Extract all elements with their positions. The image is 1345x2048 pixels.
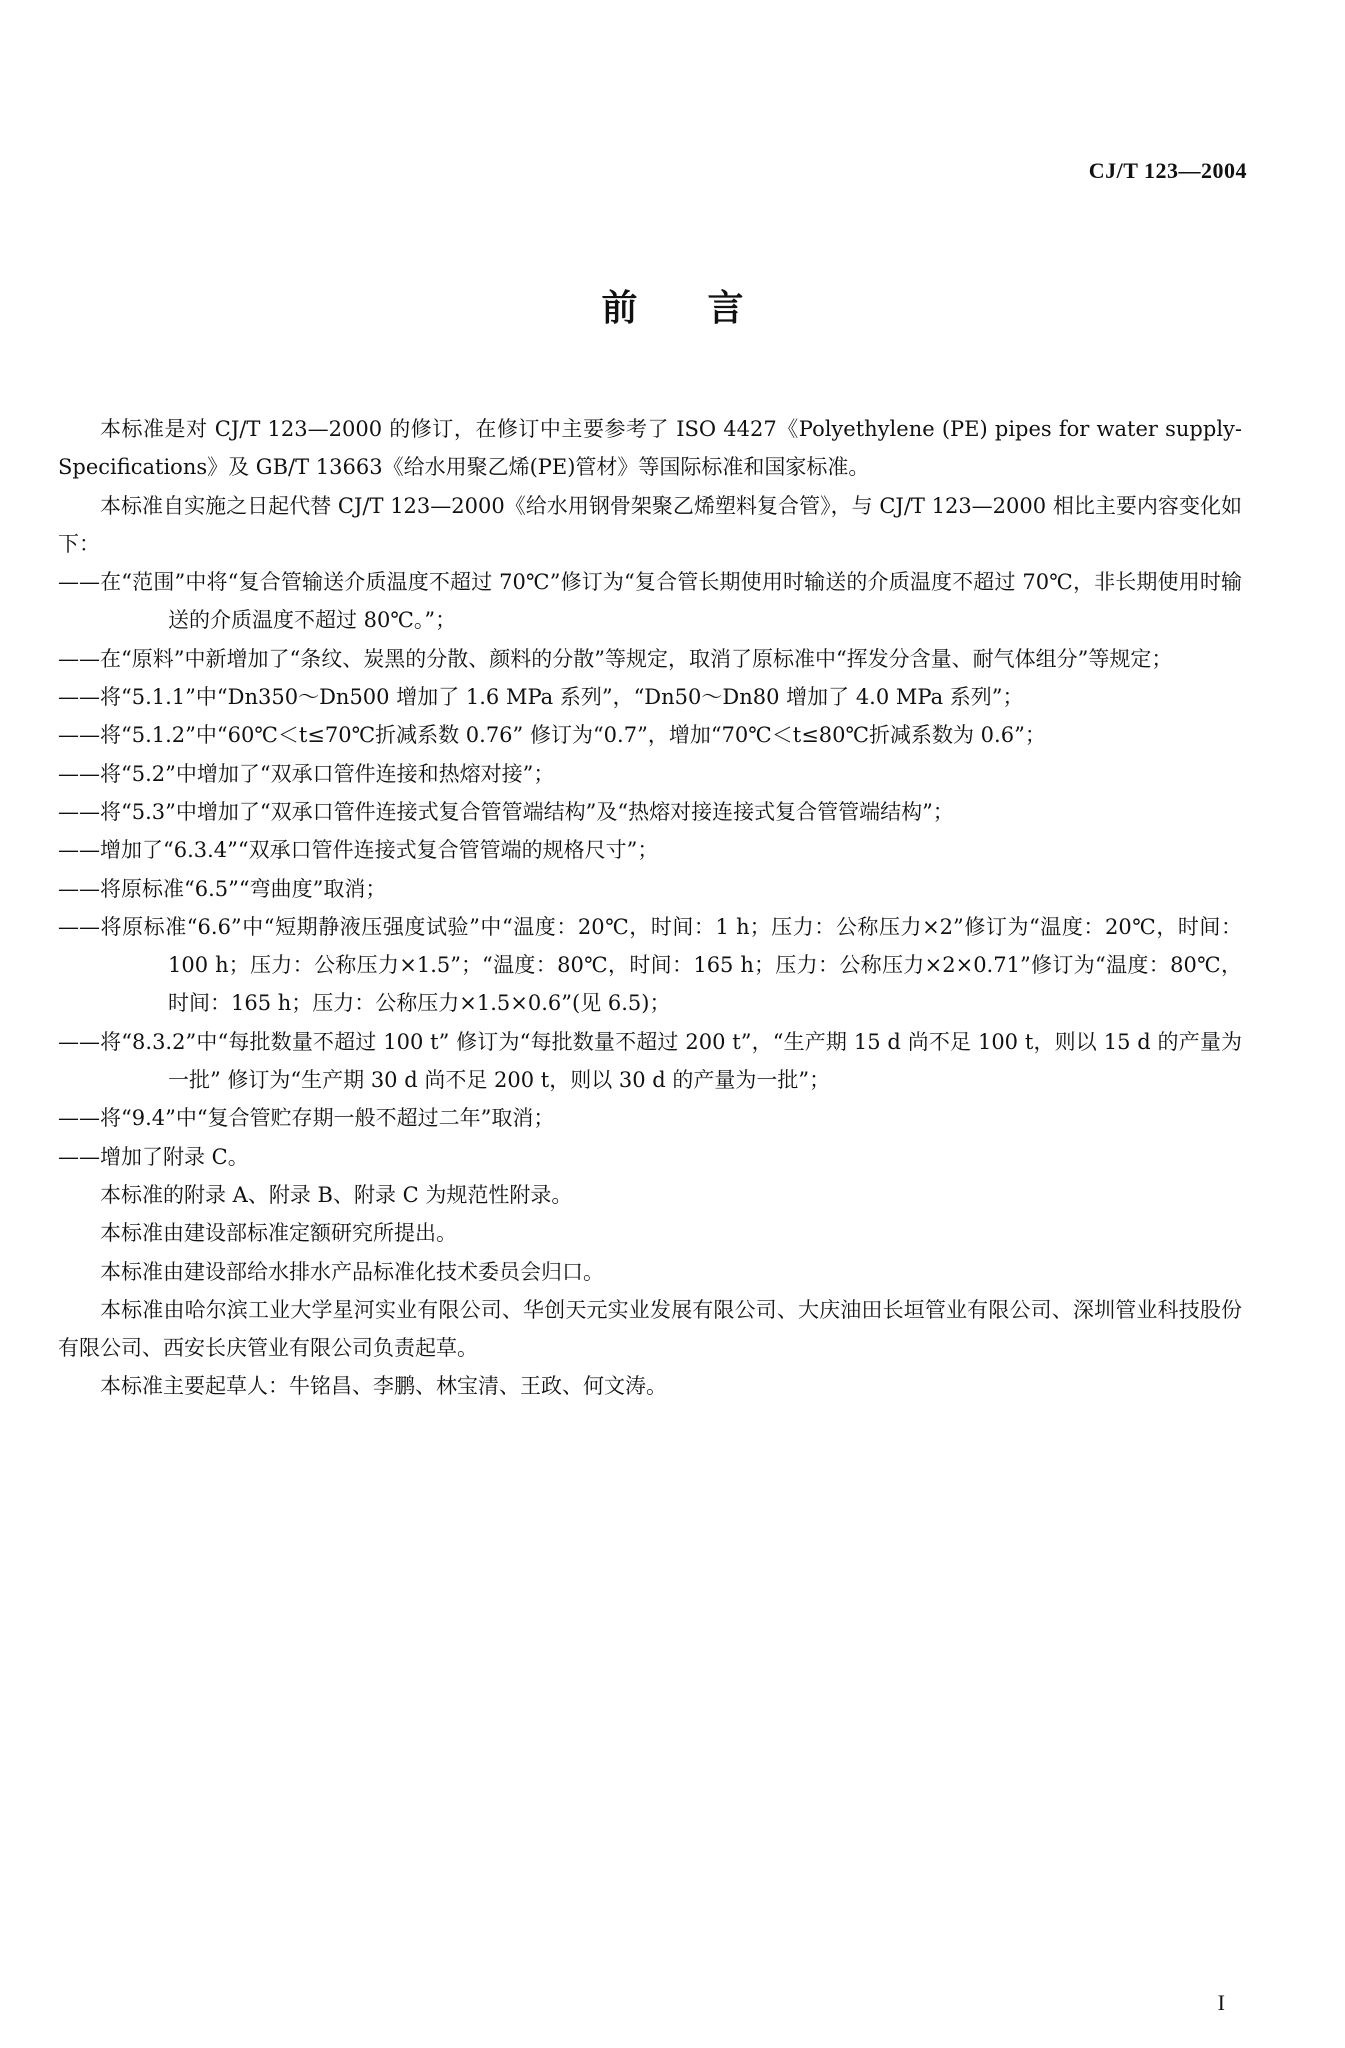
paragraph: 本标准的附录 A、附录 B、附录 C 为规范性附录。 [100, 1182, 573, 1207]
change-item: ——将“9.4”中“复合管贮存期一般不超过二年”取消； [58, 1106, 555, 1131]
paragraph: 本标准自实施之日起代替 CJ/T 123—2000《给水用钢骨架聚乙烯塑料复合管》，与 CJ/T 123—2000 相比主要内容变化如下： [58, 493, 1242, 556]
document-body [58, 410, 1242, 1406]
paragraph: 本标准由建设部标准定额研究所提出。 [100, 1221, 457, 1246]
change-item: ——将原标准“6.6”中“短期静液压强度试验”中“温度：20℃，时间：1 h；压力：公称压力×2”修订为“温度：20℃，时间：100 h；压力：公称压力×1.5”；“温度：80℃，时间：165 h；压力：公称压力×2×0.71”修订为“温度：80℃，时间：165 h；压力：公称压力×1.5×0.6”(见 6.5)； [58, 914, 1242, 1016]
change-item: ——增加了“6.3.4”“双承口管件连接式复合管管端的规格尺寸”； [58, 838, 659, 863]
change-item: ——将“5.1.1”中“Dn350～Dn500 增加了 1.6 MPa 系列”，“Dn50～Dn80 增加了 4.0 MPa 系列”； [58, 685, 1024, 710]
document-code: CJ/T 123—2004 [1088, 158, 1247, 183]
change-item: ——在“原料”中新增加了“条纹、炭黑的分散、颜料的分散”等规定，取消了原标准中“挥发分含量、耐气体组分”等规定； [58, 646, 1173, 671]
change-list [58, 563, 1242, 1176]
change-item: ——将“8.3.2”中“每批数量不超过 100 t” 修订为“每批数量不超过 200 t”，“生产期 15 d 尚不足 100 t，则以 15 d 的产量为一批” 修订为“生产期 30 d 尚不足 200 t，则以 30 d 的产量为一批”； [58, 1029, 1242, 1093]
page-number: I [1217, 1990, 1225, 2015]
paragraph: 本标准是对 CJ/T 123—2000 的修订，在修订中主要参考了 ISO 4427《Polyethylene (PE) pipes for water supply-Specifications》及 GB/T 13663《给水用聚乙烯(PE)管材》等国际标准和国家标准。 [58, 417, 1242, 480]
change-item: ——增加了附录 C。 [58, 1144, 249, 1169]
paragraph: 本标准由建设部给水排水产品标准化技术委员会归口。 [100, 1259, 604, 1284]
paragraph: 本标准由哈尔滨工业大学星河实业有限公司、华创天元实业发展有限公司、大庆油田长垣管业有限公司、深圳管业科技股份有限公司、西安长庆管业有限公司负责起草。 [58, 1297, 1242, 1361]
paragraph: 本标准主要起草人：牛铭昌、李鹏、林宝清、王政、何文涛。 [100, 1374, 667, 1399]
page-title: 前言 [601, 288, 814, 329]
change-item: ——将“5.3”中增加了“双承口管件连接式复合管管端结构”及“热熔对接连接式复合管管端结构”； [58, 799, 954, 824]
change-item: ——将“5.2”中增加了“双承口管件连接和热熔对接”； [58, 761, 555, 786]
change-item: ——将“5.1.2”中“60℃＜t≤70℃折减系数 0.76” 修订为“0.7”，增加“70℃＜t≤80℃折减系数为 0.6”； [58, 723, 1046, 748]
change-item: ——将原标准“6.5”“弯曲度”取消； [58, 876, 387, 901]
change-item: ——在“范围”中将“复合管输送介质温度不超过 70℃”修订为“复合管长期使用时输送的介质温度不超过 70℃，非长期使用时输送的介质温度不超过 80℃。”； [58, 570, 1242, 633]
